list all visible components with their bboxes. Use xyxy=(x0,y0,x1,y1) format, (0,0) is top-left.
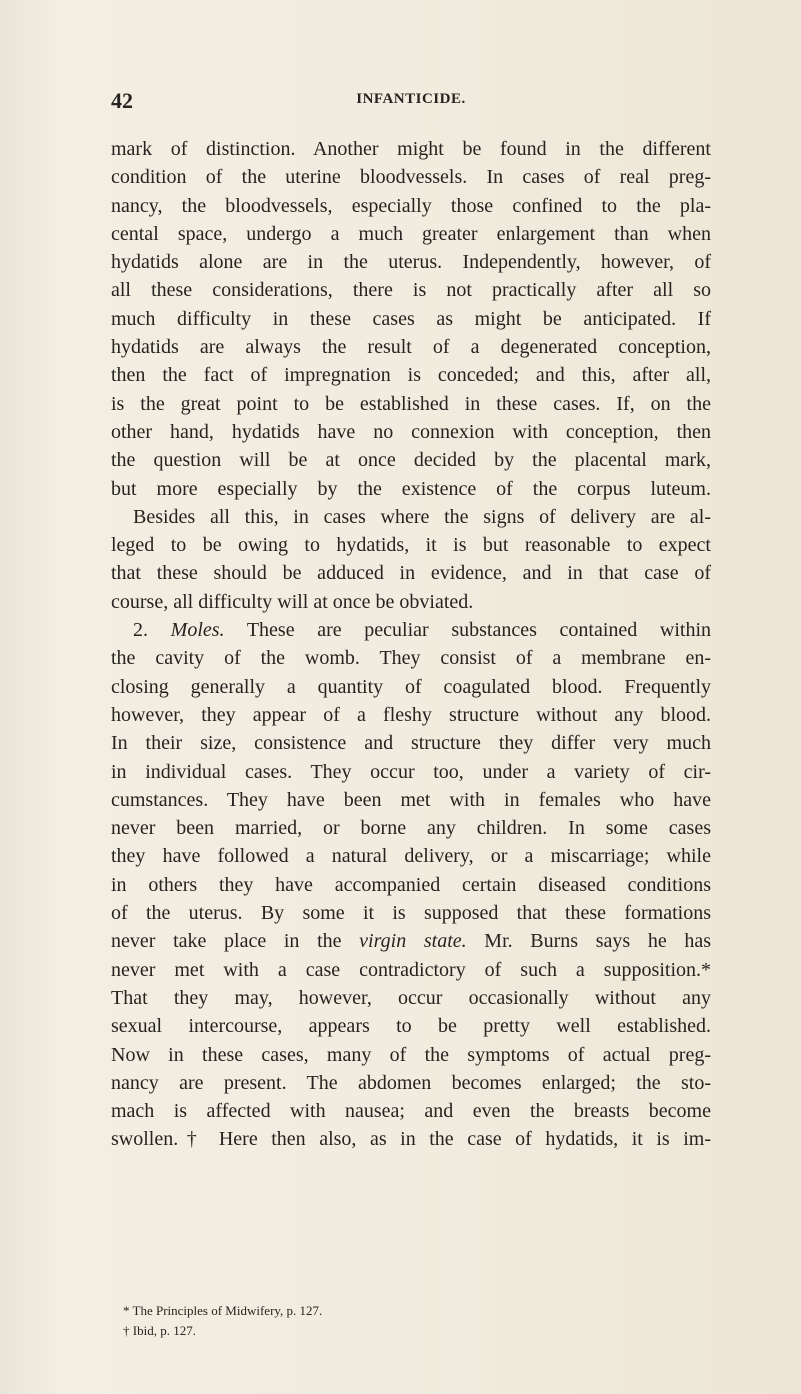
text-line: but more especially by the existence of the corpus luteum. xyxy=(111,477,711,500)
text-line: course, all difficulty will at once be obviated. xyxy=(111,590,474,613)
text-line: sexual intercourse, appears to be pretty well established. xyxy=(111,1015,711,1038)
text-line: all these considerations, there is not practically after all so xyxy=(111,279,711,302)
italic-phrase: virgin state. xyxy=(359,930,467,953)
text-fragment: Mr. Burns says he has xyxy=(466,930,712,953)
page-number: 42 xyxy=(111,88,133,113)
footnotes xyxy=(111,1301,711,1341)
text-fragment: These are peculiar substances contained within xyxy=(224,619,712,642)
page-header xyxy=(111,88,711,118)
text-line: Now in these cases, many of the symptoms of actual preg- xyxy=(111,1043,711,1066)
text-line: swollen.† Here then also, as in the case of hydatids, it is im- xyxy=(111,1128,711,1151)
text-line: never met with a case contradictory of such a supposition.* xyxy=(111,958,711,981)
footnote: † Ibid, p. 127. xyxy=(123,1323,196,1338)
text-line: much difficulty in these cases as might be anticipated. If xyxy=(111,307,711,330)
text-line: in others they have accompanied certain diseased conditions xyxy=(111,873,711,896)
text-line: That they may, however, occur occasionally without any xyxy=(111,986,711,1009)
text-line: nancy are present. The abdomen becomes enlarged; the sto- xyxy=(111,1071,711,1094)
body-text xyxy=(111,135,711,1154)
text-line: leged to be owing to hydatids, it is but reasonable to expect xyxy=(111,534,711,557)
text-line: Besides all this, in cases where the signs of delivery are al- xyxy=(133,505,711,528)
text-line: mach is affected with nausea; and even the breasts become xyxy=(111,1100,711,1123)
section-number: 2. xyxy=(133,619,148,642)
text-line: cumstances. They have been met with in females who have xyxy=(111,788,711,811)
text-line: hydatids alone are in the uterus. Independently, however, of xyxy=(111,251,711,274)
text-line: condition of the uterine bloodvessels. In cases of real preg- xyxy=(111,166,711,189)
text-line: is the great point to be established in these cases. If, on the xyxy=(111,392,711,415)
virgin-state-line xyxy=(111,927,711,955)
footnote: * The Principles of Midwifery, p. 127. xyxy=(123,1303,323,1318)
text-line: cental space, undergo a much greater enlargement than when xyxy=(111,222,711,245)
text-line: other hand, hydatids have no connexion with conception, then xyxy=(111,420,711,443)
text-line: In their size, consistence and structure they differ very much xyxy=(111,732,711,755)
text-line: closing generally a quantity of coagulated blood. Frequently xyxy=(111,675,711,698)
text-line: never been married, or borne any children. In some cases xyxy=(111,817,711,840)
text-line: of the uterus. By some it is supposed that these formations xyxy=(111,902,711,925)
text-line: nancy, the bloodvessels, especially those confined to the pla- xyxy=(111,194,711,217)
text-line: that these should be adduced in evidence, and in that case of xyxy=(111,562,711,585)
text-line: in individual cases. They occur too, under a variety of cir- xyxy=(111,760,711,783)
text-line: the question will be at once decided by the placental mark, xyxy=(111,449,711,472)
text-line: however, they appear of a fleshy structure without any blood. xyxy=(111,703,711,726)
text-line: the cavity of the womb. They consist of a membrane en- xyxy=(111,647,711,670)
running-title: INFANTICIDE. xyxy=(356,91,466,107)
text-line: mark of distinction. Another might be found in the different xyxy=(111,138,711,160)
moles-heading-line xyxy=(111,616,711,644)
section-title: Moles. xyxy=(170,619,225,642)
text-line: they have followed a natural delivery, or a miscarriage; while xyxy=(111,845,711,868)
text-fragment: never take place in the xyxy=(111,930,360,953)
text-line: then the fact of impregnation is conceded; and this, after all, xyxy=(111,364,711,387)
text-line: hydatids are always the result of a degenerated conception, xyxy=(111,336,711,359)
